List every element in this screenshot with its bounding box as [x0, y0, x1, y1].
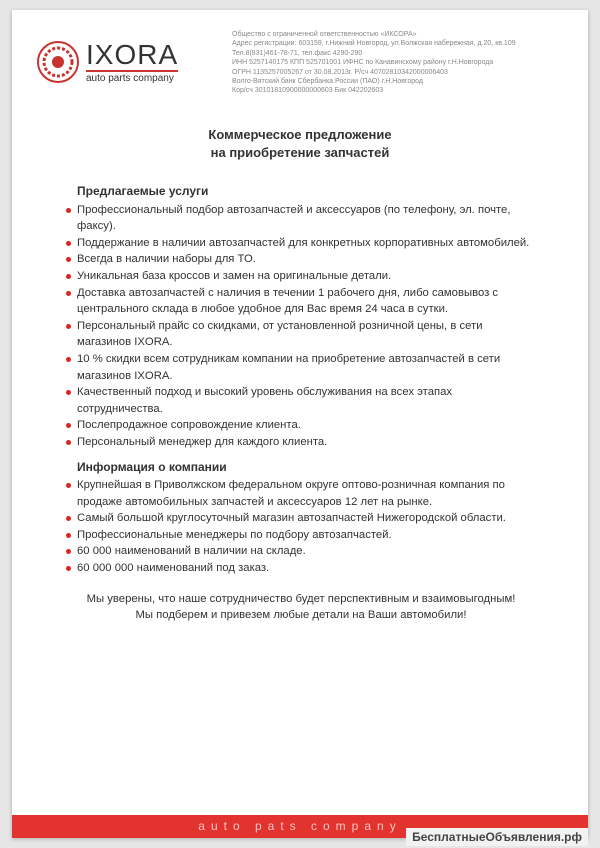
company-requisites — [232, 30, 516, 96]
list-item: Профессиональные менеджеры по подбору автозапчастей. — [66, 527, 536, 544]
logo-tagline: auto parts company — [86, 72, 174, 84]
footer-band: auto pats company — [12, 815, 588, 838]
list-item: Послепродажное сопровождение клиента. — [66, 417, 536, 434]
list-item: Самый большой круглосуточный магазин автозапчастей Нижегородской области. — [66, 510, 536, 527]
requisite-line: Кор/сч 30101810900000000603 Бик 042202603 — [232, 87, 384, 95]
document-title — [0, 126, 600, 162]
list-item: 10 % скидки всем сотрудникам компании на приобретение автозапчастей в сети магазинов IXORA. — [66, 351, 536, 384]
watermark: БесплатныеОбъявления.рф — [406, 828, 588, 846]
requisite-line: Общество с ограниченной ответственностью «ИКСОРА» — [232, 31, 417, 38]
title-line: на приобретение запчастей — [210, 145, 390, 160]
requisite-line: ИНН 5257140175 КПП 525701001 ИФНС по Канавинскому району г.Н.Новгорода — [232, 59, 494, 67]
closing-line: Мы подберем и привезем любые детали на Ваши автомобили! — [135, 609, 467, 622]
closing-line: Мы уверены, что наше сотрудничество будет перспективным и взаимовыгодным! — [86, 592, 516, 605]
requisite-line: Адрес регистрации: 603159, г.Нижний Новгород, ул.Волжская набережная, д.20, кв.109 — [232, 40, 516, 48]
company-heading: Информация о компании — [77, 459, 227, 474]
list-item: Персональный прайс со скидками, от установленной розничной цены, в сети магазинов IXORA. — [66, 318, 536, 351]
requisite-line: Тел.8(831)461-78-71, тел.факс 4290-290 — [232, 49, 363, 57]
requisite-line: Волго-Вятский банк Сбербанка России (ПАО) г.Н.Новгород — [232, 78, 423, 86]
services-list — [66, 202, 536, 451]
list-item: 60 000 наименований в наличии на складе. — [66, 543, 536, 560]
list-item: Доставка автозапчастей с наличия в течении 1 рабочего дня, либо самовывоз с центрального склада в любое удобное для Вас время 24 часа в сутки. — [66, 285, 536, 318]
ixora-flower-icon — [36, 40, 80, 84]
closing-text — [46, 591, 556, 624]
list-item: Качественный подход и высокий уровень обслуживания на всех этапах сотрудничества. — [66, 384, 536, 417]
list-item: Профессиональный подбор автозапчастей и аксессуаров (по телефону, эл. почте, факсу). — [66, 202, 536, 235]
services-heading: Предлагаемые услуги — [77, 184, 209, 198]
title-line: Коммерческое предложение — [208, 127, 392, 142]
list-item: Крупнейшая в Приволжском федеральном округе оптово-розничная компания по продаже автомобильных запчастей и аксессуаров 12 лет на рынке. — [66, 477, 536, 510]
list-item: Уникальная база кроссов и замен на оригинальные детали. — [66, 268, 536, 285]
company-list — [66, 477, 536, 577]
requisite-line: ОГРН 1135257005267 от 30.08.2013г. Р/сч 40702810342000006403 — [232, 68, 448, 76]
list-item: Всегда в наличии наборы для ТО. — [66, 251, 536, 268]
list-item: Персональный менеджер для каждого клиента. — [66, 434, 536, 451]
list-item: 60 000 000 наименований под заказ. — [66, 560, 536, 577]
logo-name: IXORA — [86, 38, 179, 70]
company-logo — [36, 40, 178, 84]
document-body — [66, 183, 536, 624]
list-item: Поддержание в наличии автозапчастей для конкретных корпоративных автомобилей. — [66, 235, 536, 252]
